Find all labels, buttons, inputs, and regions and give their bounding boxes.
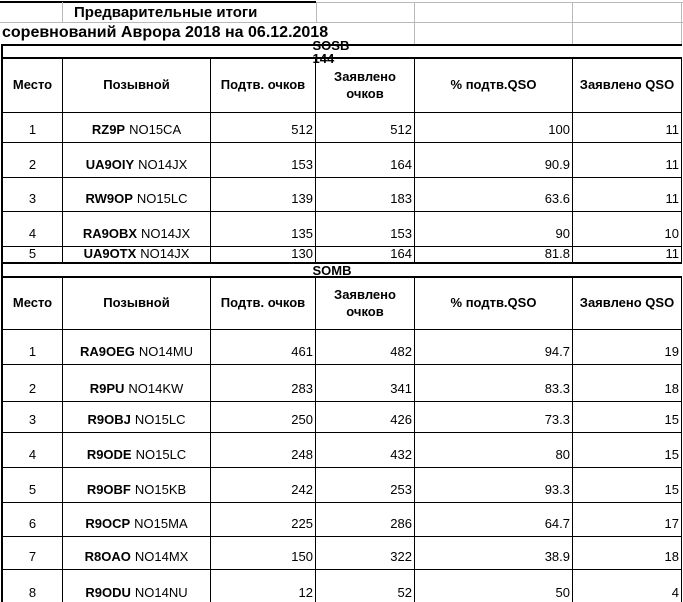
claimed-points-value: 153 bbox=[390, 226, 412, 241]
confirmed-points-cell bbox=[211, 365, 316, 401]
confirmed-points-cell bbox=[211, 433, 316, 467]
column-header: Позывной bbox=[63, 59, 211, 112]
column-header: Заявлено QSO bbox=[573, 278, 682, 329]
table-row bbox=[3, 402, 682, 433]
locator: NO14MU bbox=[138, 344, 194, 359]
place-value: 3 bbox=[28, 191, 37, 206]
table-row bbox=[3, 113, 682, 143]
locator: NO14JX bbox=[138, 157, 188, 172]
confirmed-points-value: 242 bbox=[291, 482, 313, 497]
place-value: 5 bbox=[28, 482, 37, 497]
callsign: R9PU bbox=[89, 381, 125, 396]
claimed-qso-cell bbox=[573, 537, 682, 569]
claimed-points-cell bbox=[316, 537, 415, 569]
locator: NO15LC bbox=[135, 447, 187, 462]
claimed-qso-value: 4 bbox=[671, 585, 679, 600]
callsign: UA9OIY bbox=[85, 157, 135, 172]
pct-confirmed-qso-cell bbox=[415, 178, 573, 211]
claimed-qso-value: 15 bbox=[664, 447, 679, 462]
callsign: R9OBF bbox=[86, 482, 131, 497]
claimed-qso-value: 10 bbox=[664, 226, 679, 241]
claimed-qso-cell bbox=[573, 365, 682, 401]
locator: NO15LC bbox=[136, 191, 188, 206]
confirmed-points-cell bbox=[211, 330, 316, 364]
callsign: RA9OBX bbox=[82, 226, 138, 241]
pct-confirmed-qso-cell bbox=[415, 402, 573, 432]
claimed-points-cell bbox=[316, 330, 415, 364]
claimed-qso-cell bbox=[573, 402, 682, 432]
place-cell bbox=[3, 178, 63, 211]
confirmed-points-value: 250 bbox=[291, 412, 313, 427]
table-row bbox=[3, 178, 682, 212]
table-row bbox=[3, 330, 682, 365]
pct-confirmed-qso-value: 81.8 bbox=[544, 247, 570, 261]
claimed-points-cell bbox=[316, 570, 415, 602]
place-value: 6 bbox=[28, 516, 37, 531]
claimed-qso-cell bbox=[573, 503, 682, 536]
top-gridline bbox=[316, 2, 683, 3]
confirmed-points-value: 139 bbox=[291, 191, 313, 206]
claimed-qso-cell bbox=[573, 330, 682, 364]
confirmed-points-cell bbox=[211, 537, 316, 569]
confirmed-points-value: 153 bbox=[291, 157, 313, 172]
place-value: 3 bbox=[28, 412, 37, 427]
callsign: R9OCP bbox=[85, 516, 131, 531]
section-title: SOSB 144 bbox=[312, 37, 350, 66]
callsign-cell bbox=[63, 570, 211, 602]
claimed-qso-value: 18 bbox=[664, 549, 679, 564]
table-row bbox=[3, 468, 682, 503]
confirmed-points-value: 225 bbox=[291, 516, 313, 531]
callsign-cell bbox=[63, 143, 211, 177]
confirmed-points-cell bbox=[211, 503, 316, 536]
table-row bbox=[3, 537, 682, 570]
column-header: % подтв.QSO bbox=[415, 278, 573, 329]
claimed-points-cell bbox=[316, 178, 415, 211]
confirmed-points-cell bbox=[211, 212, 316, 246]
claimed-points-cell bbox=[316, 468, 415, 502]
claimed-points-cell bbox=[316, 433, 415, 467]
locator: NO15KB bbox=[134, 482, 187, 497]
place-value: 2 bbox=[28, 381, 37, 396]
callsign: R9ODU bbox=[85, 585, 131, 600]
claimed-points-value: 482 bbox=[390, 344, 412, 359]
column-header: Заявлено очков bbox=[316, 59, 415, 112]
claimed-qso-value: 19 bbox=[664, 344, 679, 359]
place-value: 5 bbox=[28, 247, 37, 261]
place-cell bbox=[3, 143, 63, 177]
pct-confirmed-qso-value: 93.3 bbox=[544, 482, 570, 497]
callsign-cell bbox=[63, 212, 211, 246]
pct-confirmed-qso-value: 83.3 bbox=[544, 381, 570, 396]
pct-confirmed-qso-value: 64.7 bbox=[544, 516, 570, 531]
page-title: Предварительные итоги bbox=[74, 4, 258, 21]
claimed-points-value: 253 bbox=[390, 482, 412, 497]
confirmed-points-cell bbox=[211, 247, 316, 262]
gridline-v-a bbox=[62, 2, 63, 22]
claimed-points-value: 52 bbox=[397, 585, 412, 600]
confirmed-points-value: 283 bbox=[291, 381, 313, 396]
confirmed-points-value: 135 bbox=[291, 226, 313, 241]
pct-confirmed-qso-value: 90 bbox=[555, 226, 570, 241]
callsign-cell bbox=[63, 537, 211, 569]
section-title-row bbox=[3, 262, 682, 278]
claimed-qso-cell bbox=[573, 143, 682, 177]
place-cell bbox=[3, 468, 63, 502]
place-value: 1 bbox=[28, 344, 37, 359]
locator: NO14NU bbox=[134, 585, 188, 600]
gridline-v-c bbox=[414, 2, 415, 44]
callsign: RA9OEG bbox=[79, 344, 135, 359]
pct-confirmed-qso-value: 100 bbox=[548, 122, 570, 137]
table-row bbox=[3, 365, 682, 402]
pct-confirmed-qso-cell bbox=[415, 143, 573, 177]
callsign-cell bbox=[63, 402, 211, 432]
pct-confirmed-qso-value: 63.6 bbox=[544, 191, 570, 206]
table-header-row bbox=[3, 278, 682, 330]
claimed-points-cell bbox=[316, 402, 415, 432]
table-row bbox=[3, 247, 682, 262]
claimed-points-value: 164 bbox=[390, 247, 412, 261]
place-cell bbox=[3, 503, 63, 536]
pct-confirmed-qso-value: 38.9 bbox=[544, 549, 570, 564]
gridline-v-e bbox=[681, 2, 682, 44]
confirmed-points-cell bbox=[211, 570, 316, 602]
locator: NO14MX bbox=[134, 549, 189, 564]
claimed-qso-value: 18 bbox=[664, 381, 679, 396]
claimed-qso-value: 17 bbox=[664, 516, 679, 531]
pct-confirmed-qso-value: 73.3 bbox=[544, 412, 570, 427]
pct-confirmed-qso-cell bbox=[415, 330, 573, 364]
gridline-v-b bbox=[316, 2, 317, 22]
column-header: Заявлено QSO bbox=[573, 59, 682, 112]
table-row bbox=[3, 503, 682, 537]
column-header: Место bbox=[3, 59, 63, 112]
pct-confirmed-qso-cell bbox=[415, 537, 573, 569]
column-header: Подтв. очков bbox=[211, 59, 316, 112]
place-cell bbox=[3, 570, 63, 602]
locator: NO14KW bbox=[128, 381, 184, 396]
confirmed-points-cell bbox=[211, 178, 316, 211]
claimed-qso-cell bbox=[573, 468, 682, 502]
pct-confirmed-qso-cell bbox=[415, 212, 573, 246]
pct-confirmed-qso-cell bbox=[415, 365, 573, 401]
place-cell bbox=[3, 212, 63, 246]
claimed-qso-value: 11 bbox=[665, 157, 679, 172]
callsign: RZ9P bbox=[91, 122, 126, 137]
page-subtitle: соревнований Аврора 2018 на 06.12.2018 bbox=[2, 24, 329, 41]
place-cell bbox=[3, 402, 63, 432]
claimed-points-cell bbox=[316, 212, 415, 246]
confirmed-points-value: 248 bbox=[291, 447, 313, 462]
place-cell bbox=[3, 365, 63, 401]
claimed-points-value: 183 bbox=[390, 191, 412, 206]
locator: NO15LC bbox=[134, 412, 186, 427]
callsign-cell bbox=[63, 247, 211, 262]
claimed-qso-value: 15 bbox=[664, 412, 679, 427]
place-value: 4 bbox=[28, 447, 37, 462]
locator: NO14JX bbox=[141, 226, 191, 241]
confirmed-points-value: 512 bbox=[291, 122, 313, 137]
place-value: 1 bbox=[28, 122, 37, 137]
confirmed-points-cell bbox=[211, 402, 316, 432]
confirmed-points-cell bbox=[211, 468, 316, 502]
claimed-qso-value: 15 bbox=[664, 482, 679, 497]
confirmed-points-cell bbox=[211, 143, 316, 177]
section-title-row bbox=[3, 37, 682, 66]
place-value: 2 bbox=[28, 157, 37, 172]
locator: NO14JX bbox=[140, 247, 190, 261]
pct-confirmed-qso-cell bbox=[415, 503, 573, 536]
place-cell bbox=[3, 113, 63, 142]
claimed-points-cell bbox=[316, 143, 415, 177]
column-header: Позывной bbox=[63, 278, 211, 329]
locator: NO15CA bbox=[129, 122, 182, 137]
pct-confirmed-qso-cell bbox=[415, 113, 573, 142]
claimed-qso-value: 11 bbox=[665, 247, 679, 261]
callsign-cell bbox=[63, 113, 211, 142]
table-row bbox=[3, 433, 682, 468]
claimed-points-value: 322 bbox=[390, 549, 412, 564]
section-title: SOMB bbox=[312, 262, 352, 278]
place-cell bbox=[3, 433, 63, 467]
table-row bbox=[3, 570, 682, 602]
claimed-qso-cell bbox=[573, 113, 682, 142]
claimed-points-cell bbox=[316, 247, 415, 262]
claimed-points-value: 286 bbox=[390, 516, 412, 531]
confirmed-points-value: 12 bbox=[298, 585, 313, 600]
column-header: Место bbox=[3, 278, 63, 329]
table-row bbox=[3, 143, 682, 178]
table-header-row bbox=[3, 59, 682, 113]
column-header: Подтв. очков bbox=[211, 278, 316, 329]
column-header: % подтв.QSO bbox=[415, 59, 573, 112]
callsign-cell bbox=[63, 330, 211, 364]
results-table bbox=[1, 37, 682, 602]
pct-confirmed-qso-value: 50 bbox=[555, 585, 570, 600]
callsign-cell bbox=[63, 365, 211, 401]
claimed-points-cell bbox=[316, 503, 415, 536]
place-cell bbox=[3, 247, 63, 262]
pct-confirmed-qso-value: 80 bbox=[555, 447, 570, 462]
callsign: R8OAO bbox=[84, 549, 131, 564]
confirmed-points-value: 150 bbox=[291, 549, 313, 564]
table-row bbox=[3, 212, 682, 247]
callsign-cell bbox=[63, 433, 211, 467]
callsign-cell bbox=[63, 468, 211, 502]
gridline-v-d bbox=[572, 2, 573, 44]
callsign: R9OBJ bbox=[87, 412, 131, 427]
claimed-points-value: 432 bbox=[390, 447, 412, 462]
callsign: R9ODE bbox=[86, 447, 132, 462]
place-value: 7 bbox=[28, 549, 37, 564]
confirmed-points-value: 130 bbox=[291, 247, 313, 261]
claimed-points-value: 341 bbox=[390, 381, 412, 396]
place-value: 4 bbox=[28, 226, 37, 241]
claimed-qso-cell bbox=[573, 433, 682, 467]
callsign: UA9OTX bbox=[83, 247, 137, 261]
claimed-points-value: 164 bbox=[390, 157, 412, 172]
claimed-points-cell bbox=[316, 113, 415, 142]
confirmed-points-value: 461 bbox=[291, 344, 313, 359]
place-value: 8 bbox=[28, 585, 37, 600]
pct-confirmed-qso-cell bbox=[415, 433, 573, 467]
claimed-qso-cell bbox=[573, 570, 682, 602]
place-cell bbox=[3, 537, 63, 569]
claimed-points-cell bbox=[316, 365, 415, 401]
pct-confirmed-qso-value: 90.9 bbox=[544, 157, 570, 172]
locator: NO15MA bbox=[134, 516, 188, 531]
place-cell bbox=[3, 330, 63, 364]
claimed-qso-cell bbox=[573, 178, 682, 211]
callsign-cell bbox=[63, 503, 211, 536]
claimed-qso-value: 11 bbox=[665, 122, 679, 137]
pct-confirmed-qso-cell bbox=[415, 468, 573, 502]
callsign: RW9OP bbox=[85, 191, 133, 206]
pct-confirmed-qso-cell bbox=[415, 570, 573, 602]
claimed-points-value: 426 bbox=[390, 412, 412, 427]
claimed-points-value: 512 bbox=[390, 122, 412, 137]
column-header: Заявлено очков bbox=[316, 278, 415, 329]
claimed-qso-value: 11 bbox=[665, 191, 679, 206]
confirmed-points-cell bbox=[211, 113, 316, 142]
claimed-qso-cell bbox=[573, 247, 682, 262]
claimed-qso-cell bbox=[573, 212, 682, 246]
pct-confirmed-qso-value: 94.7 bbox=[544, 344, 570, 359]
pct-confirmed-qso-cell bbox=[415, 247, 573, 262]
callsign-cell bbox=[63, 178, 211, 211]
